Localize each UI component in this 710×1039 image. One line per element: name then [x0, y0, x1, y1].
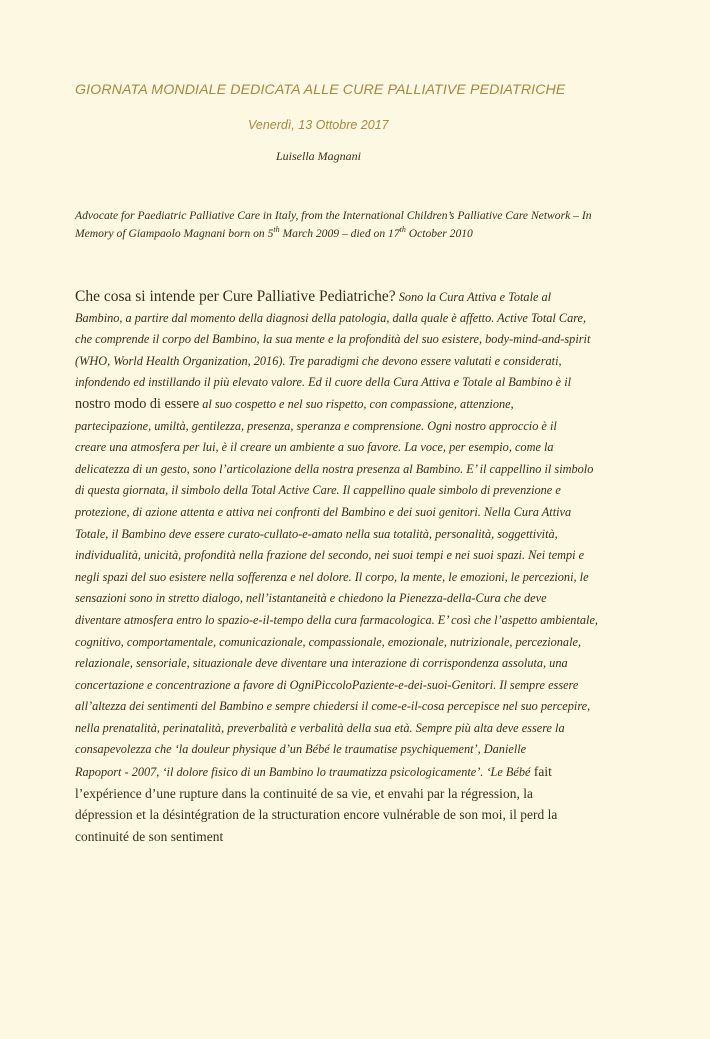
body-line: continuité de son sentiment — [75, 828, 224, 844]
body-line: che comprende il corpo del Bambino, la sua mente e la profondità del suo esistere, body-mind-and-spirit — [75, 332, 591, 347]
death-ordinal: th — [399, 225, 406, 235]
body-line: Rapoport - 2007, ‘il dolore fisico di un Bambino lo traumatizza psicologicamente’. ‘Le Bébé fait — [75, 764, 552, 780]
body-line: protezione, di azione attenta e attiva nei confronti del Bambino e dei suoi genitori. Nella Cura Attiva — [75, 504, 572, 519]
body-line: Che cosa si intende per Cure Palliative Pediatriche? Sono la Cura Attiva e Totale al — [75, 288, 552, 305]
body-line: negli spazi del suo esistere nella sofferenza e nel dolore. Il corpo, la mente, le emozioni, le percezioni, le — [75, 569, 589, 584]
body-line: individualità, unicità, profondità nella frazione del secondo, nei suoi tempi e nei suoi spazi. Nei tempi e — [75, 548, 585, 563]
body-line: (WHO, World Health Organization, 2016). Tre paradigmi che devono essere valutati e considerati, — [75, 353, 562, 368]
body-line: concertazione e concentrazione a favore di OgniPiccoloPaziente-e-dei-suoi-Genitori. Il sempre essere — [75, 677, 579, 692]
body-line: Bambino, a partire dal momento della diagnosi della patologia, dalla quale è affetto. Active Total Care, — [75, 310, 587, 325]
emphasis-phrase: nostro modo di essere — [75, 395, 200, 412]
body-line: relazionale, sensoriale, situazionale deve diventare una interazione di corrispondenza assoluta, una — [75, 656, 568, 671]
advocate-line-2a: Memory of Giampaolo Magnani born on 5 — [75, 227, 274, 240]
body-line: l’expérience d’une rupture dans la continuité de sa vie, et envahi par la régression, la — [75, 785, 534, 801]
body-line: di questa giornata, il simbolo della Total Active Care. Il cappellino quale simbolo di prevenzione e — [75, 483, 561, 498]
body-line: diventare atmosfera entro lo spazio-e-il-tempo della cura farmacologica. E’ così che l’aspetto ambientale, — [75, 612, 598, 627]
body-paragraph — [75, 286, 695, 847]
body-line: all’altezza dei sentimenti del Bambino e sempre chiedersi il come-e-il-cosa percepisce nel suo percepire, — [75, 699, 591, 714]
body-line: nella prenatalità, perinatalità, preverbalità e verbalità della sua età. Sempre più alta deve essere la — [75, 720, 565, 735]
body-line: partecipazione, umiltà, gentilezza, presenza, speranza e comprensione. Ogni nostro approccio è il — [75, 418, 557, 433]
birth-ordinal: th — [273, 225, 280, 235]
body-line: sensazioni sono in stretto dialogo, nell’istantaneità e chiedono la Pienezza-della-Cura che deve — [75, 591, 547, 606]
advocate-note — [75, 207, 685, 243]
body-line: infondendo ed instillando il più elevato valore. Ed il cuore della Cura Attiva e Totale al Bambino è il — [75, 375, 572, 390]
body-line: creare una atmosfera per lui, è il creare un ambiente a suo favore. La voce, per esempio, come la — [75, 440, 554, 455]
document-author: Luisella Magnani — [276, 149, 362, 163]
document-title: GIORNATA MONDIALE DEDICATA ALLE CURE PALLIATIVE PEDIATRICHE — [75, 82, 566, 98]
advocate-line-2c: October 2010 — [405, 227, 473, 240]
body-line: cognitivo, comportamentale, comunicazionale, compassionale, emozionale, nutrizionale, percezionale, — [75, 634, 582, 649]
body-line: delicatezza di un gesto, sono l’articolazione della nostra presenza al Bambino. E’ il cappellino il simbolo — [75, 461, 594, 476]
body-line: Totale, il Bambino deve essere curato-cullato-e-amato nella sua totalità, personalità, soggettività, — [75, 526, 558, 541]
body-line: dépression et la désintégration de la structuration encore vulnérable de son moi, il perd la — [75, 807, 558, 823]
body-line: consapevolezza che ‘la douleur physique d’un Bébé le traumatise psychiquement’, Danielle — [75, 742, 527, 757]
advocate-line-2b: March 2009 – died on 17 — [279, 227, 400, 240]
lead-question: Che cosa si intende per Cure Palliative Pediatriche? — [75, 288, 396, 305]
advocate-line-1: Advocate for Paediatric Palliative Care in Italy, from the International Children’s Palliative Care Network – In — [75, 209, 592, 222]
document-date: Venerdì, 13 Ottobre 2017 — [248, 118, 389, 132]
body-line: nostro modo di essere al suo cospetto e nel suo rispetto, con compassione, attenzione, — [75, 395, 514, 412]
